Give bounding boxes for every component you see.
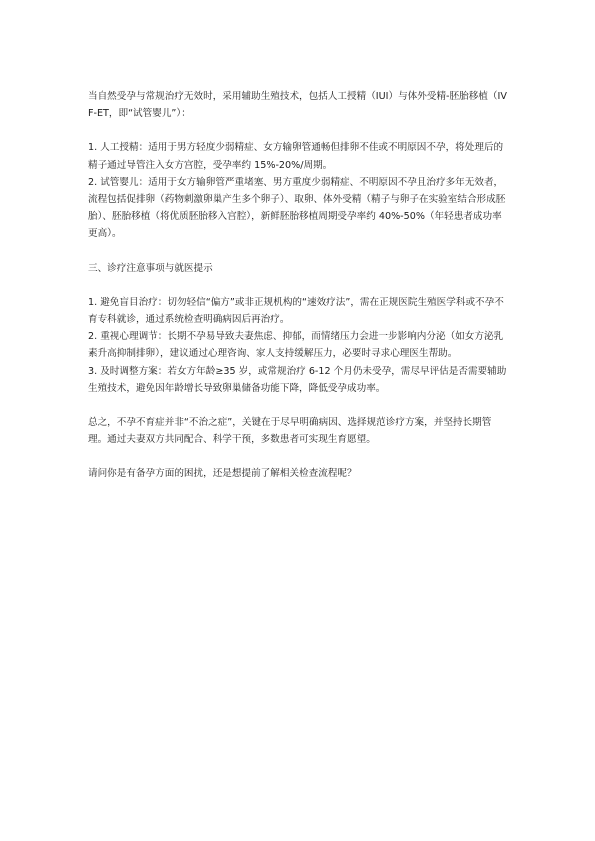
tip-item-adjust-plan: 3. 及时调整方案：若女方年龄≥35 岁，或常规治疗 6-12 个月仍未受孕，需尽早评估是否需要辅助生殖技术，避免因年龄增长导致卵巢储备功能下降，降低受孕成功率。 xyxy=(88,365,507,394)
intro-paragraph: 当自然受孕与常规治疗无效时，采用辅助生殖技术，包括人工授精（IUI）与体外受精-胚胎移植（IVF-ET，即“试管婴儿”）： xyxy=(88,91,507,120)
summary-paragraph: 总之，不孕不育症并非“不治之症”，关键在于尽早明确病因、选择规范诊疗方案，并坚持长期管理。通过夫妻双方共同配合、科学干预，多数患者可实现生育愿望。 xyxy=(88,417,492,446)
tip-item-psychological: 2. 重视心理调节：长期不孕易导致夫妻焦虑、抑郁，而情绪压力会进一步影响内分泌（如女方泌乳素升高抑制排卵），建议通过心理咨询、家人支持缓解压力，必要时寻求心理医生帮助。 xyxy=(88,331,504,360)
question-paragraph: 请问你是有备孕方面的困扰，还是想提前了解相关检查流程呢？ xyxy=(88,468,357,480)
tip-item-avoid-blind-treatment: 1. 避免盲目治疗：切勿轻信“偏方”或非正规机构的“速效疗法”，需在正规医院生殖医学科或不孕不育专科就诊，通过系统检查明确病因后再治疗。 xyxy=(88,296,504,326)
method-item-iui: 1. 人工授精：适用于男方轻度少弱精症、女方输卵管通畅但排卵不佳或不明原因不孕，将处理后的精子通过导管注入女方宫腔，受孕率约 15%-20%/周期。 xyxy=(88,142,504,171)
section-heading: 三、诊疗注意事项与就医提示 xyxy=(88,262,213,274)
methods-list xyxy=(88,139,507,242)
method-item-ivf: 2. 试管婴儿：适用于女方输卵管严重堵塞、男方重度少弱精症、不明原因不孕且治疗多年无效者，流程包括促排卵（药物刺激卵巢产生多个卵子）、取卵、体外受精（精子与卵子在实验室结合形成胚胎）、胚胎移植（将优质胚胎移入宫腔），新鲜胚胎移植周期受孕率约 40%-50%（年轻患者成功率更高）。 xyxy=(88,176,506,240)
tips-list xyxy=(88,294,507,397)
